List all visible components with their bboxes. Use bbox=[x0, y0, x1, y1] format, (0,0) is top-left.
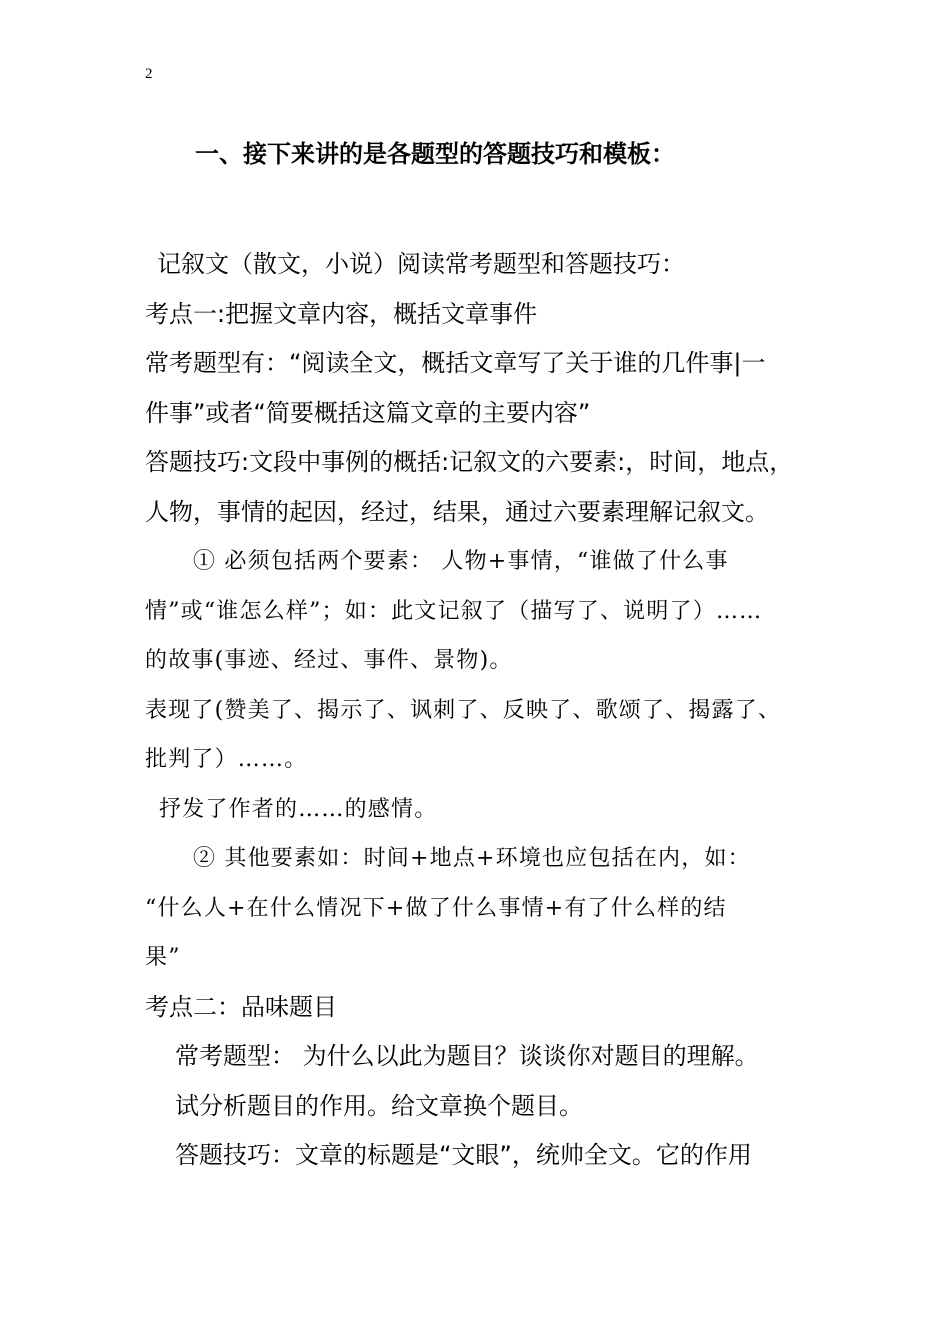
text-line: 情”或“谁怎么样”；如：此文记叙了（描写了、说明了）…… bbox=[145, 598, 763, 624]
text-line: 考点一:把握文章内容，概括文章事件 bbox=[145, 299, 538, 328]
text-line: 常考题型有：“阅读全文，概括文章写了关于谁的几件事|一 bbox=[145, 349, 766, 377]
text-line: “什么人+在什么情况下+做了什么事情+有了什么样的结 bbox=[145, 895, 727, 921]
text-line: 果” bbox=[145, 945, 181, 970]
text-line: 答题技巧：文章的标题是“文眼”，统帅全文。它的作用 bbox=[175, 1141, 752, 1169]
page-number: 2 bbox=[145, 66, 153, 82]
text-line: 答题技巧:文段中事例的概括:记叙文的六要素:，时间，地点， bbox=[145, 448, 794, 476]
text-line: 批判了）……。 bbox=[145, 747, 308, 772]
section-heading: 一、接下来讲的是各题型的答题技巧和模板： bbox=[195, 140, 675, 168]
text-line: 常考题型： 为什么以此为题目？谈谈你对题目的理解。 bbox=[175, 1042, 759, 1070]
text-line: 考点二：品味题目 bbox=[145, 992, 337, 1021]
text-line: ① 必须包括两个要素： 人物+事情，“谁做了什么事 bbox=[193, 549, 729, 574]
text-line: 抒发了作者的……的感情。 bbox=[159, 796, 438, 822]
text-line: 的故事(事迹、经过、事件、景物)。 bbox=[145, 648, 513, 673]
text-line: 件事”或者“简要概括这篇文章的主要内容” bbox=[145, 398, 591, 427]
document-body bbox=[145, 240, 815, 1181]
text-line: 试分析题目的作用。给文章换个题目。 bbox=[175, 1091, 583, 1120]
text-line: ② 其他要素如：时间+地点+环境也应包括在内，如： bbox=[193, 846, 751, 871]
text-line: 记叙文（散文，小说）阅读常考题型和答题技巧： bbox=[157, 250, 685, 278]
text-line: 表现了(赞美了、揭示了、讽刺了、反映了、歌颂了、揭露了、 bbox=[145, 697, 782, 723]
text-line: 人物，事情的起因，经过，结果，通过六要素理解记叙文。 bbox=[145, 497, 769, 526]
